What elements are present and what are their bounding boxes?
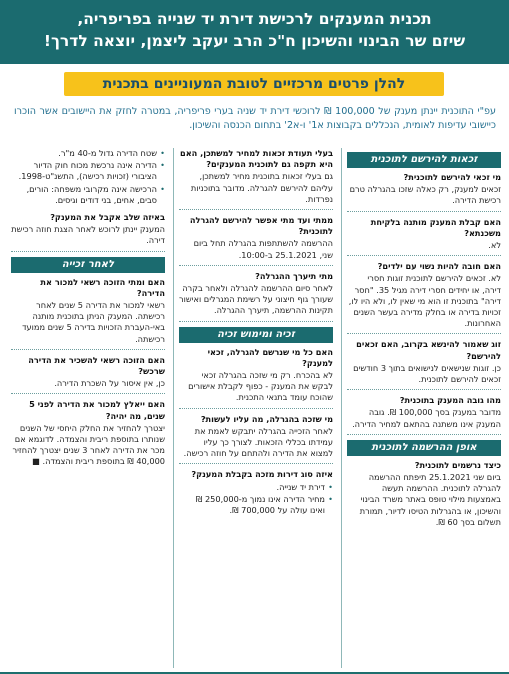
answer: לאחר סיום ההרשמה להגרלה ולאחר בקרה שעורך גוף חיצוני על רשימת המגרלים ואישור תקינות ההרשמה, תיערך ההגרלה. (179, 283, 333, 316)
question: בעלי תעודת זכאות למחיר למשתכן, האם היא תקפה גם לתוכנית המענקים? (180, 148, 333, 170)
qa-item (179, 215, 333, 266)
column-divider (341, 148, 342, 668)
qa-item (11, 212, 165, 252)
qa-item (347, 339, 501, 390)
question: איזה סוג דירות מזכה בקבלת המענק? (191, 469, 333, 480)
question: מי שזכה בהגרלה, מה עליו לעשות? (200, 413, 333, 424)
answer (11, 423, 165, 468)
bullet-item: • מחיר הדירה אינו נמוך מ-250,000 ₪ ואינו עולה על 700,000 ₪. (179, 494, 333, 516)
question: האם קבלת המענק מותנה בלקיחת משכנתא? (370, 216, 501, 238)
question: מתי תיערך ההגרלה? (255, 270, 333, 281)
qa-item (179, 148, 333, 210)
answer: לאחר הזכייה בהגרלה יתבקש לאמת את עמידתו בכללי הזכאות. לצורך כך עליו למצוא את הדירה ולהתחם על חוזה רכישה. (183, 425, 333, 459)
header-banner (0, 0, 509, 64)
answer: זכאים למענק, רק כאלה שזכו בהגרלה טרם רכישת הדירה. (349, 184, 501, 206)
answer: רשאי למכור את הדירה 5 שנים לאחר רכישתה. המענק הניתן בתוכנית מותנה באי-העברת הזכויות בדירה 5 שנים ממועד רכישתה. (22, 300, 165, 344)
answer: כן, אין איסור על השכרת הדירה. (54, 378, 165, 389)
qa-item (11, 277, 165, 350)
question: האם ומתי הזוכה רשאי למכור את הדירה? (40, 276, 165, 298)
question: מי זכאי להירשם לתוכנית? (403, 172, 501, 182)
headline-line-2: שיזם שר הבינוי והשיכון ח"כ הרב יעקב ליצמן, יוצאה לדרך! (43, 32, 466, 50)
subtitle-banner: להלן פרטים מרכזיים לטובת המעוניינים בתכנית (64, 72, 444, 96)
question: מהו גובה המענק בתוכנית? (399, 395, 501, 406)
qa-item (179, 347, 333, 409)
bullet-item: • הדירה אינה נרכשת מכוח חוק הדיור הציבורי (זכויות רכישה), התשנ"ט-1998. (11, 160, 165, 182)
qa-item (347, 217, 501, 257)
section-heading-after-winning: לאחר זכייה (11, 257, 165, 273)
bullet-item: • הרכישה אינה מקרובי משפחה: הורים, סבים, אחים, בני דודים וגיסים. (11, 184, 165, 206)
end-mark: ■ (32, 456, 40, 467)
qa-item (347, 395, 501, 435)
bullet-list (179, 482, 333, 517)
question: זוג שאמור להינשא בקרוב, האם זכאים להירשם? (356, 339, 501, 361)
right-column (347, 148, 501, 666)
answer: מדובר במענק בסך 100,000 ₪. גובה המענק אינו משתנה בהתאם למחיר הדירה. (352, 407, 501, 429)
question: כיצד נרשמים לתוכנית? (414, 459, 501, 470)
qa-item (347, 261, 501, 334)
answer: ההרשמה להשתתפות בהגרלה תחל ביום שני, 25.1.2021 ב-10:00. (193, 238, 333, 260)
question: באיזה שלב אקבל את המענק? (50, 212, 165, 223)
answer: לא. (488, 240, 501, 251)
answer: לא. זכאים להירשם לתוכנית זוגות חסרי דירה, או יחידים חסרי דירה מגיל 35. "חסר דירה" בתוכנית זו הוא מי שאין לו, ולא היו לו, זכויות בדירה או בחלק מדירה בעשר השנים האחרונות. (348, 273, 501, 329)
headline-line-1: תכנית המענקים לרכישת דירת יד שנייה בפריפריה, (77, 10, 432, 28)
qa-item (179, 414, 333, 465)
section-heading-registration: אופן ההרשמה לתוכנית (347, 440, 501, 456)
left-column (11, 148, 165, 666)
bullet-item: • שטח הדירה גדול מ-40 מ"ר. (11, 148, 165, 159)
answer: ביום שני 25.1.2021 תיפתח ההרשמה להגרלה לתוכנית. ההרשמה תעשה באמצעות מילוי טופס באתר משרד הבינוי והשיכון, או בהגרלות הטיסו לדיור, תמורת תשלום בסך 60 ₪. (359, 472, 501, 527)
answer-text: יצטרך להחזיר את החלק היחסי של השנים שנותרו בתוספת ריבית והצמדה. לדוגמא אם מכר את הדירה לאחר 3 שנים יצטרך להחזיר 40,000 ₪ בתוספת ריבית והצמדה. (12, 422, 165, 467)
qa-item (11, 355, 165, 395)
answer: לא בהכרח. רק מי שזכה בהגרלה זכאי לבקש את המענק - כפוף לקבלת אישורים שהוכח עומד בתנאי התכנית. (188, 370, 333, 403)
question: האם כל מי שנרשם להגרלה, זכאי למענק? (207, 346, 333, 368)
section-heading-eligibility: זכאות להירשם לתוכנית (347, 152, 501, 168)
section-heading-winning: זכיה ומימוש זכיה (179, 327, 333, 343)
column-divider (173, 148, 174, 668)
question: האם הזוכה רשאי להשכיר את הדירה שרכש? (28, 354, 165, 377)
qa-item (11, 399, 165, 471)
question: ממתי ועד מתי אפשר להירשם להגרלה לתוכנית? (189, 215, 333, 237)
answer: גם בעלי זכאות בתוכנית מחיר למשתכן, עליהם להירשם להגרלה. מדובר בתוכניות נפרדות. (190, 171, 333, 204)
answer: כן. זוגות שנישאים לנישואים בתוך 3 חודשים זכאים להירשם לתוכנית. (353, 362, 501, 385)
qa-item (347, 460, 501, 532)
bullet-list (11, 148, 165, 206)
bullet-item: • דירת יד שנייה. (179, 482, 333, 493)
qa-item (347, 172, 501, 212)
middle-column (179, 148, 333, 666)
question: האם ייאלץ למכור את הדירה לפני 5 שנים, מה יהיה? (29, 399, 165, 421)
intro-paragraph: עפ"י התוכנית יינתן מענק של 100,000 ₪ לרוכשי דירת יד שניה בערי פריפריה, במטרה לחזק את היישובים אשר הוכרו כיישובי עדיפות לאומית, הנכללים בקבוצות א1' ו-א2' בתחום הכנסה והשיכון. (14, 106, 496, 131)
qa-item (179, 469, 333, 521)
qa-item (179, 271, 333, 322)
answer: המענק יינתן לרוכש לאחר הצגת חוזה רכישת דירה. (11, 224, 165, 246)
question: האם חובה להיות נשוי עם ילדים? (377, 261, 501, 272)
